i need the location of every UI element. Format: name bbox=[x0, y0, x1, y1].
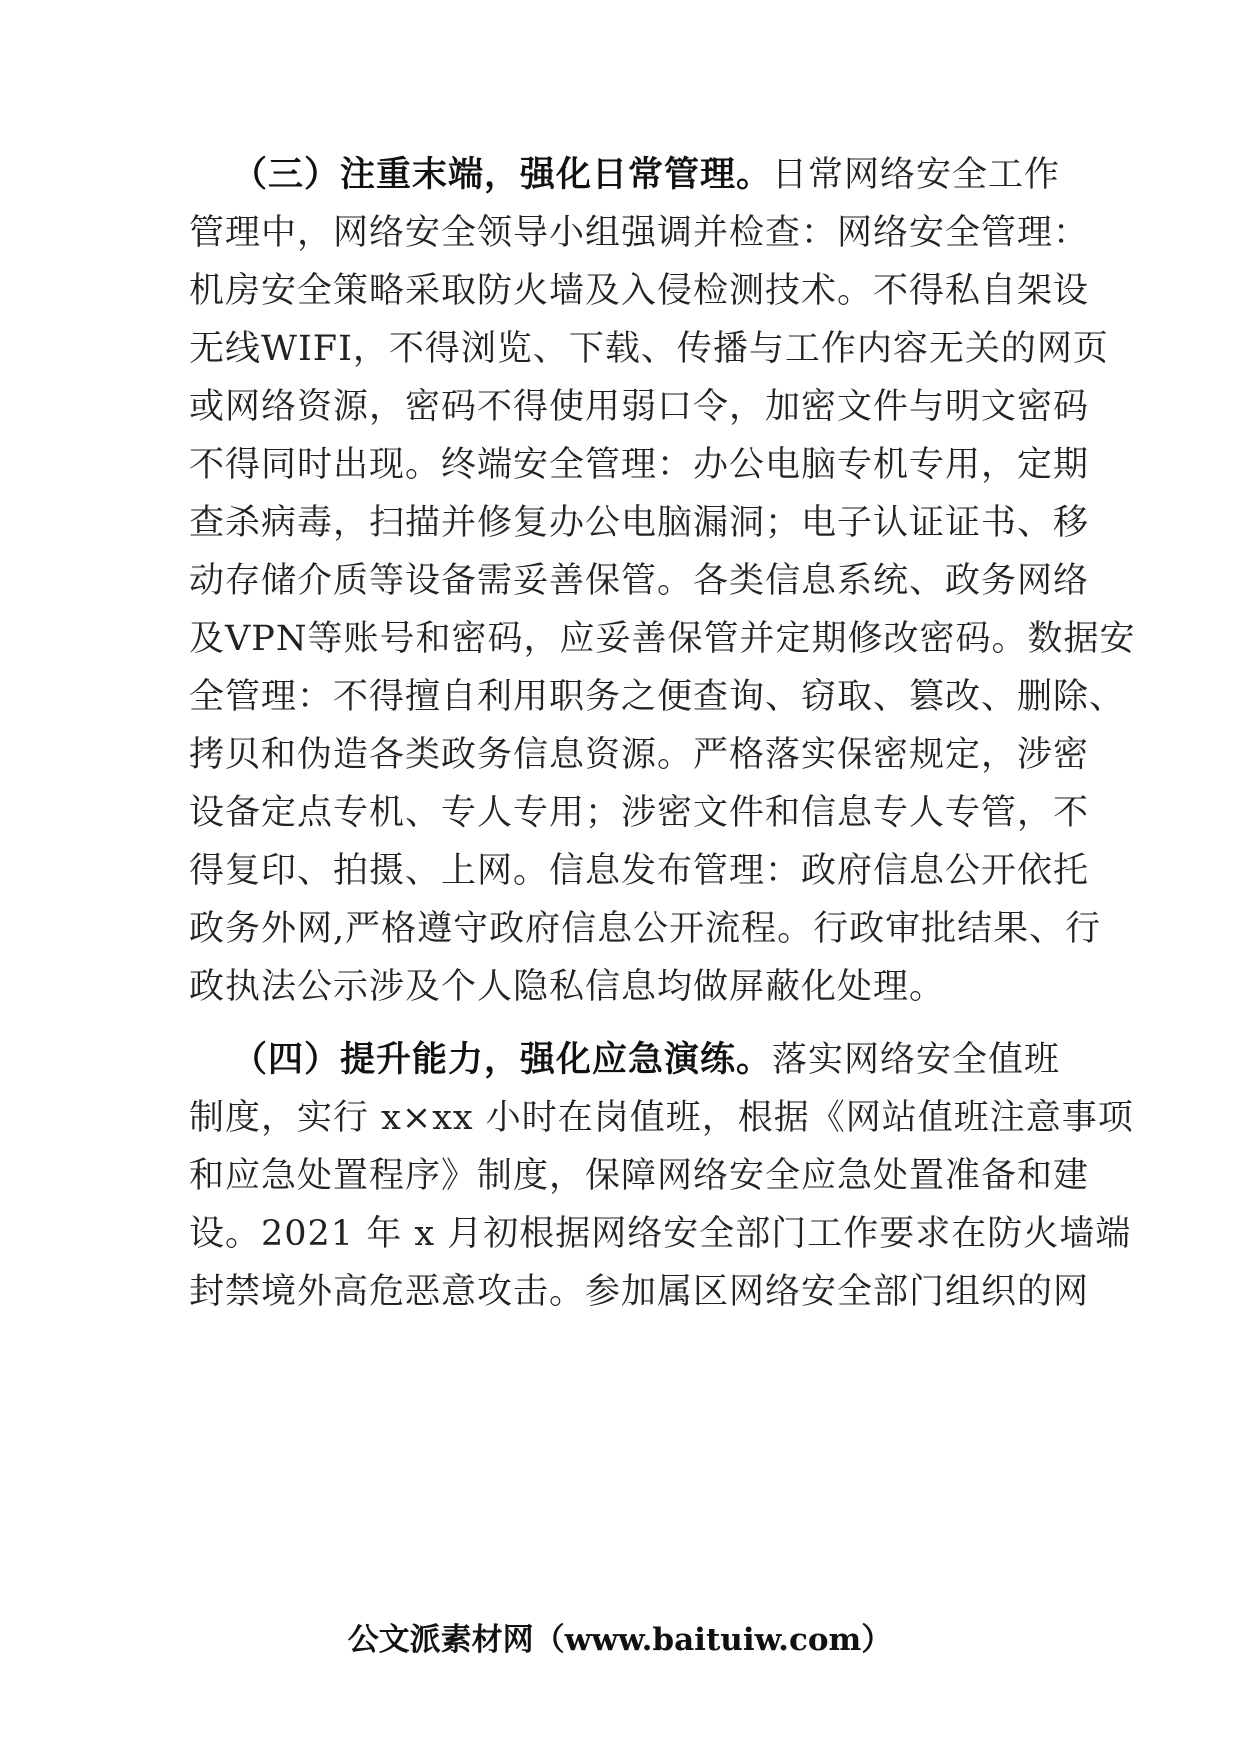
section3-line: 机房安全策略采取防火墙及入侵检测技术。不得私自架设 bbox=[189, 271, 1090, 311]
section4-line-0: 落实网络安全值班 bbox=[772, 1040, 1061, 1080]
section3-line: 及VPN等账号和密码，应妥善保管并定期修改密码。数据安 bbox=[189, 619, 1136, 659]
section3-line: 得复印、拍摄、上网。信息发布管理：政府信息公开依托 bbox=[189, 851, 1090, 891]
section3-line: 拷贝和伪造各类政务信息资源。严格落实保密规定，涉密 bbox=[189, 735, 1090, 775]
section3-line: 全管理：不得擅自利用职务之便查询、窃取、篡改、删除、 bbox=[189, 677, 1126, 717]
section3-first-line bbox=[232, 151, 1112, 199]
section4-line: 设。2021 年 x 月初根据网络安全部门工作要求在防火墙端 bbox=[189, 1214, 1132, 1254]
section4-first-line bbox=[232, 1036, 1112, 1084]
section3-line: 不得同时出现。终端安全管理：办公电脑专机专用，定期 bbox=[189, 445, 1090, 485]
section3-line: 无线WIFI，不得浏览、下载、传播与工作内容无关的网页 bbox=[189, 329, 1109, 369]
section3-heading: （三）注重末端，强化日常管理。 bbox=[232, 154, 773, 195]
section3-line: 管理中，网络安全领导小组强调并检查：网络安全管理： bbox=[189, 213, 1090, 253]
section3-line: 政执法公示涉及个人隐私信息均做屏蔽化处理。 bbox=[189, 967, 946, 1007]
footer-source: 公文派素材网（www.baituiw.com） bbox=[347, 1622, 893, 1658]
section3-line: 动存储介质等设备需妥善保管。各类信息系统、政务网络 bbox=[189, 561, 1090, 601]
section4-line: 和应急处置程序》制度，保障网络安全应急处置准备和建 bbox=[189, 1156, 1090, 1196]
section3-line: 或网络资源，密码不得使用弱口令，加密文件与明文密码 bbox=[189, 387, 1090, 427]
section3-line-0: 日常网络安全工作 bbox=[772, 155, 1061, 195]
section3-line: 设备定点专机、专人专用；涉密文件和信息专人专管，不 bbox=[189, 793, 1090, 833]
section3-line: 政务外网,严格遵守政府信息公开流程。行政审批结果、行 bbox=[189, 909, 1102, 949]
section3-line: 查杀病毒，扫描并修复办公电脑漏洞；电子认证证书、移 bbox=[189, 503, 1090, 543]
section4-line: 封禁境外高危恶意攻击。参加属区网络安全部门组织的网 bbox=[189, 1272, 1090, 1312]
section4-heading: （四）提升能力，强化应急演练。 bbox=[232, 1039, 773, 1080]
section4-line: 制度，实行 x×xx 小时在岗值班，根据《网站值班注意事项 bbox=[189, 1098, 1134, 1138]
